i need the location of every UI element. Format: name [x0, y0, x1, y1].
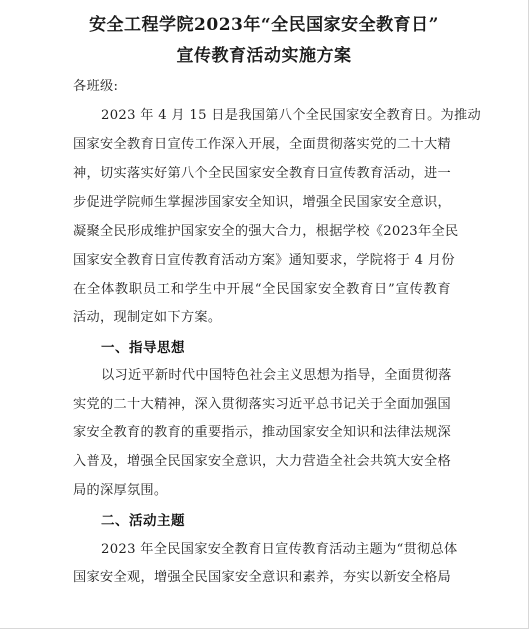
intro-line: 活动，现制定如下方案。	[73, 310, 222, 325]
section-heading-guiding-ideology: 一、指导思想	[101, 340, 185, 356]
intro-line: 凝聚全民形成维护国家安全的强大合力，根据学校《2023年全民	[73, 224, 459, 239]
section-heading-activity-theme: 二、活动主题	[101, 513, 185, 529]
section2-line: 2023 年全民国家安全教育日宣传教育活动主题为“贯彻总体	[101, 542, 458, 557]
section1-line: 局的深厚氛围。	[73, 483, 168, 498]
intro-line: 在全体教职员工和学生中开展“全民国家安全教育日”宣传教育	[73, 282, 451, 297]
salutation: 各班级:	[73, 79, 119, 94]
document-title-line2: 宣传教育活动实施方案	[176, 46, 352, 66]
intro-line: 国家安全教育日宣传教育活动方案》通知要求，学院将于 4 月份	[73, 253, 455, 268]
intro-line: 步促进学院师生掌握涉国家安全知识，增强全民国家安全意识，	[73, 195, 451, 210]
intro-line: 国家安全教育日宣传工作深入开展，全面贯彻落实党的二十大精	[73, 137, 451, 152]
section2-line: 国家安全观，增强全民国家安全意识和素养，夯实以新安全格局	[73, 570, 451, 585]
section1-line: 入普及，增强全民国家安全意识，大力营造全社会共筑大安全格	[73, 454, 451, 469]
section1-line: 家安全教育的教育的重要指示，推动国家安全知识和法律法规深	[73, 425, 451, 440]
section1-line: 以习近平新时代中国特色社会主义思想为指导，全面贯彻落	[101, 368, 452, 383]
intro-line: 2023 年 4 月 15 日是我国第八个全民国家安全教育日。为推动	[101, 108, 482, 123]
document-title-line1: 安全工程学院2023年“全民国家安全教育日”	[89, 15, 439, 35]
intro-line: 神，切实落实好第八个全民国家安全教育日宣传教育活动，进一	[73, 166, 451, 181]
section1-line: 实党的二十大精神，深入贯彻落实习近平总书记关于全面加强国	[73, 397, 451, 412]
